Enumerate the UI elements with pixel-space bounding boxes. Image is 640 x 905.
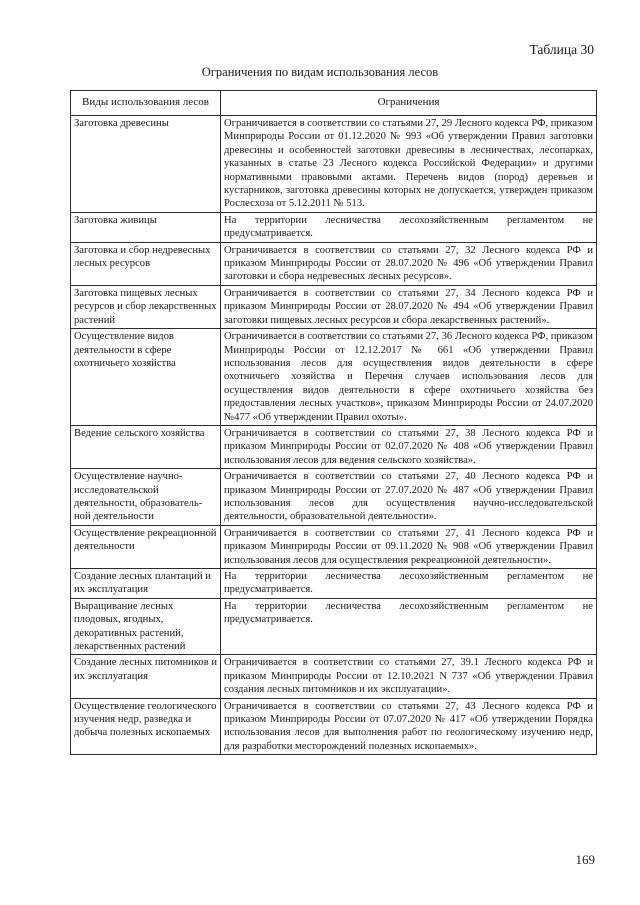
use-cell: Выращивание лесных плодовых, ягодных, декоративных растений, лекарственных растений [71, 598, 221, 655]
table-title: Ограничения по видам использования лесов [201, 65, 439, 79]
restriction-cell: Ограничивается в соответствии со статьями 27, 34 Лесного кодекса РФ и приказом Минприроды России от 28.07.2020 № 494 «Об утверждении Правил заготовки пищевых лесных ресурсов и сбора лекарственных растений». [221, 285, 597, 328]
restriction-cell: Ограничивается в соответствии со статьями 27, 38 Лесного кодекса РФ и приказом Минприроды России от 02.07.2020 № 408 «Об утверждении Правил использования лесов для ведения сельского хозяйства». [221, 425, 597, 468]
table-number: Таблица 30 [529, 42, 594, 57]
restriction-cell: Ограничивается в соответствии со статьями 27, 41 Лесного кодекса РФ и приказом Минприроды России от 09.11.2020 № 908 «Об утверждении Правил использования лесов для осуществления рекреационной деятельности». [221, 525, 597, 568]
use-cell: Создание лесных плантаций и их эксплуатация [71, 569, 221, 599]
restrictions-table [70, 90, 597, 755]
restriction-cell: На территории лесничества лесохозяйственным регламентом не предусматривается. [221, 212, 597, 242]
use-cell: Осуществление научно-исследовательской деятельности, образователь-ной деятельности [71, 469, 221, 526]
use-cell: Заготовка пищевых лесных ресурсов и сбор лекарственных растений [71, 285, 221, 328]
use-cell: Заготовка древесины [71, 116, 221, 213]
table-row [71, 242, 597, 285]
table-header-row [71, 91, 597, 116]
table-row [71, 598, 597, 655]
table-row [71, 116, 597, 213]
restriction-cell: На территории лесничества лесохозяйственным регламентом не предусматривается. [221, 569, 597, 599]
use-cell: Осуществление геологического изучения недр, разведка и добыча полезных ископаемых [71, 698, 221, 755]
restriction-cell: На территории лесничества лесохозяйственным регламентом не предусматривается. [221, 598, 597, 655]
restriction-cell: Ограничивается в соответствии со статьями 27, 40 Лесного кодекса РФ и приказом Минприроды России от 27.07.2020 № 487 «Об утверждении Правил использования лесов для осуществления научно-исследовательской деятельности, образовательной деятельности». [221, 469, 597, 526]
table-row [71, 285, 597, 328]
use-cell: Заготовка живицы [71, 212, 221, 242]
restriction-cell: Ограничивается в соответствии со статьями 27, 32 Лесного кодекса РФ и приказом Минприроды России от 28.07.2020 № 496 «Об утверждении Правил заготовки и сбора недревесных лесных ресурсов». [221, 242, 597, 285]
restriction-cell: Ограничивается в соответствии со статьями 27, 36 Лесного кодекса РФ, приказом Минприроды России от 12.12.2017 № 661 «Об утверждении Правил использования лесов для осуществления видов деятельности в сфере охотничьего хозяйства и Перечня случаев использования лесов для осуществления видов деятельности в сфере охотничьего хозяйства без предоставления лесных участков», приказом Минприроды России от 24.07.2020 №477 «Об утверждении Правил охоты». [221, 329, 597, 426]
table-row [71, 425, 597, 468]
table-row [71, 329, 597, 426]
table-row [71, 698, 597, 755]
use-cell: Ведение сельского хозяйства [71, 425, 221, 468]
table-row [71, 569, 597, 599]
column-header-restriction: Ограничения [221, 91, 597, 116]
use-cell: Осуществление видов деятельности в сфере охотничьего хозяйства [71, 329, 221, 426]
use-cell: Создание лесных питомников и их эксплуатация [71, 655, 221, 698]
restriction-cell: Ограничивается в соответствии со статьями 27, 29 Лесного кодекса РФ, приказом Минприроды России от 01.12.2020 № 993 «Об утверждении Правил заготовки древесины и особенностей заготовки древесины в лесничествах, лесопарках, указанных в статье 23 Лесного кодекса Российской Федерации» и другими нормативными правовыми актами. Перечень видов (пород) деревьев и кустарников, заготовка древесины которых не допускается, утвержден приказом Рослесхоза от 5.12.2011 № 513. [221, 116, 597, 213]
table-row [71, 655, 597, 698]
use-cell: Заготовка и сбор недревесных лесных ресурсов [71, 242, 221, 285]
page-number: 169 [575, 852, 595, 867]
table-row [71, 212, 597, 242]
use-cell: Осуществление рекреационной деятельности [71, 525, 221, 568]
restriction-cell: Ограничивается в соответствии со статьями 27, 39.1 Лесного кодекса РФ и приказом Минприроды России от 12.10.2021 N 737 «Об утверждении Правил создания лесных питомников и их эксплуатации». [221, 655, 597, 698]
table-row [71, 525, 597, 568]
restriction-cell: Ограничивается в соответствии со статьями 27, 43 Лесного кодекса РФ и приказом Минприроды России от 07.07.2020 № 417 «Об утверждении Порядка использования лесов для выполнения работ по геологическому изучению недр, для разработки месторождений полезных ископаемых». [221, 698, 597, 755]
table-row [71, 469, 597, 526]
column-header-use: Виды использования лесов [71, 91, 221, 116]
